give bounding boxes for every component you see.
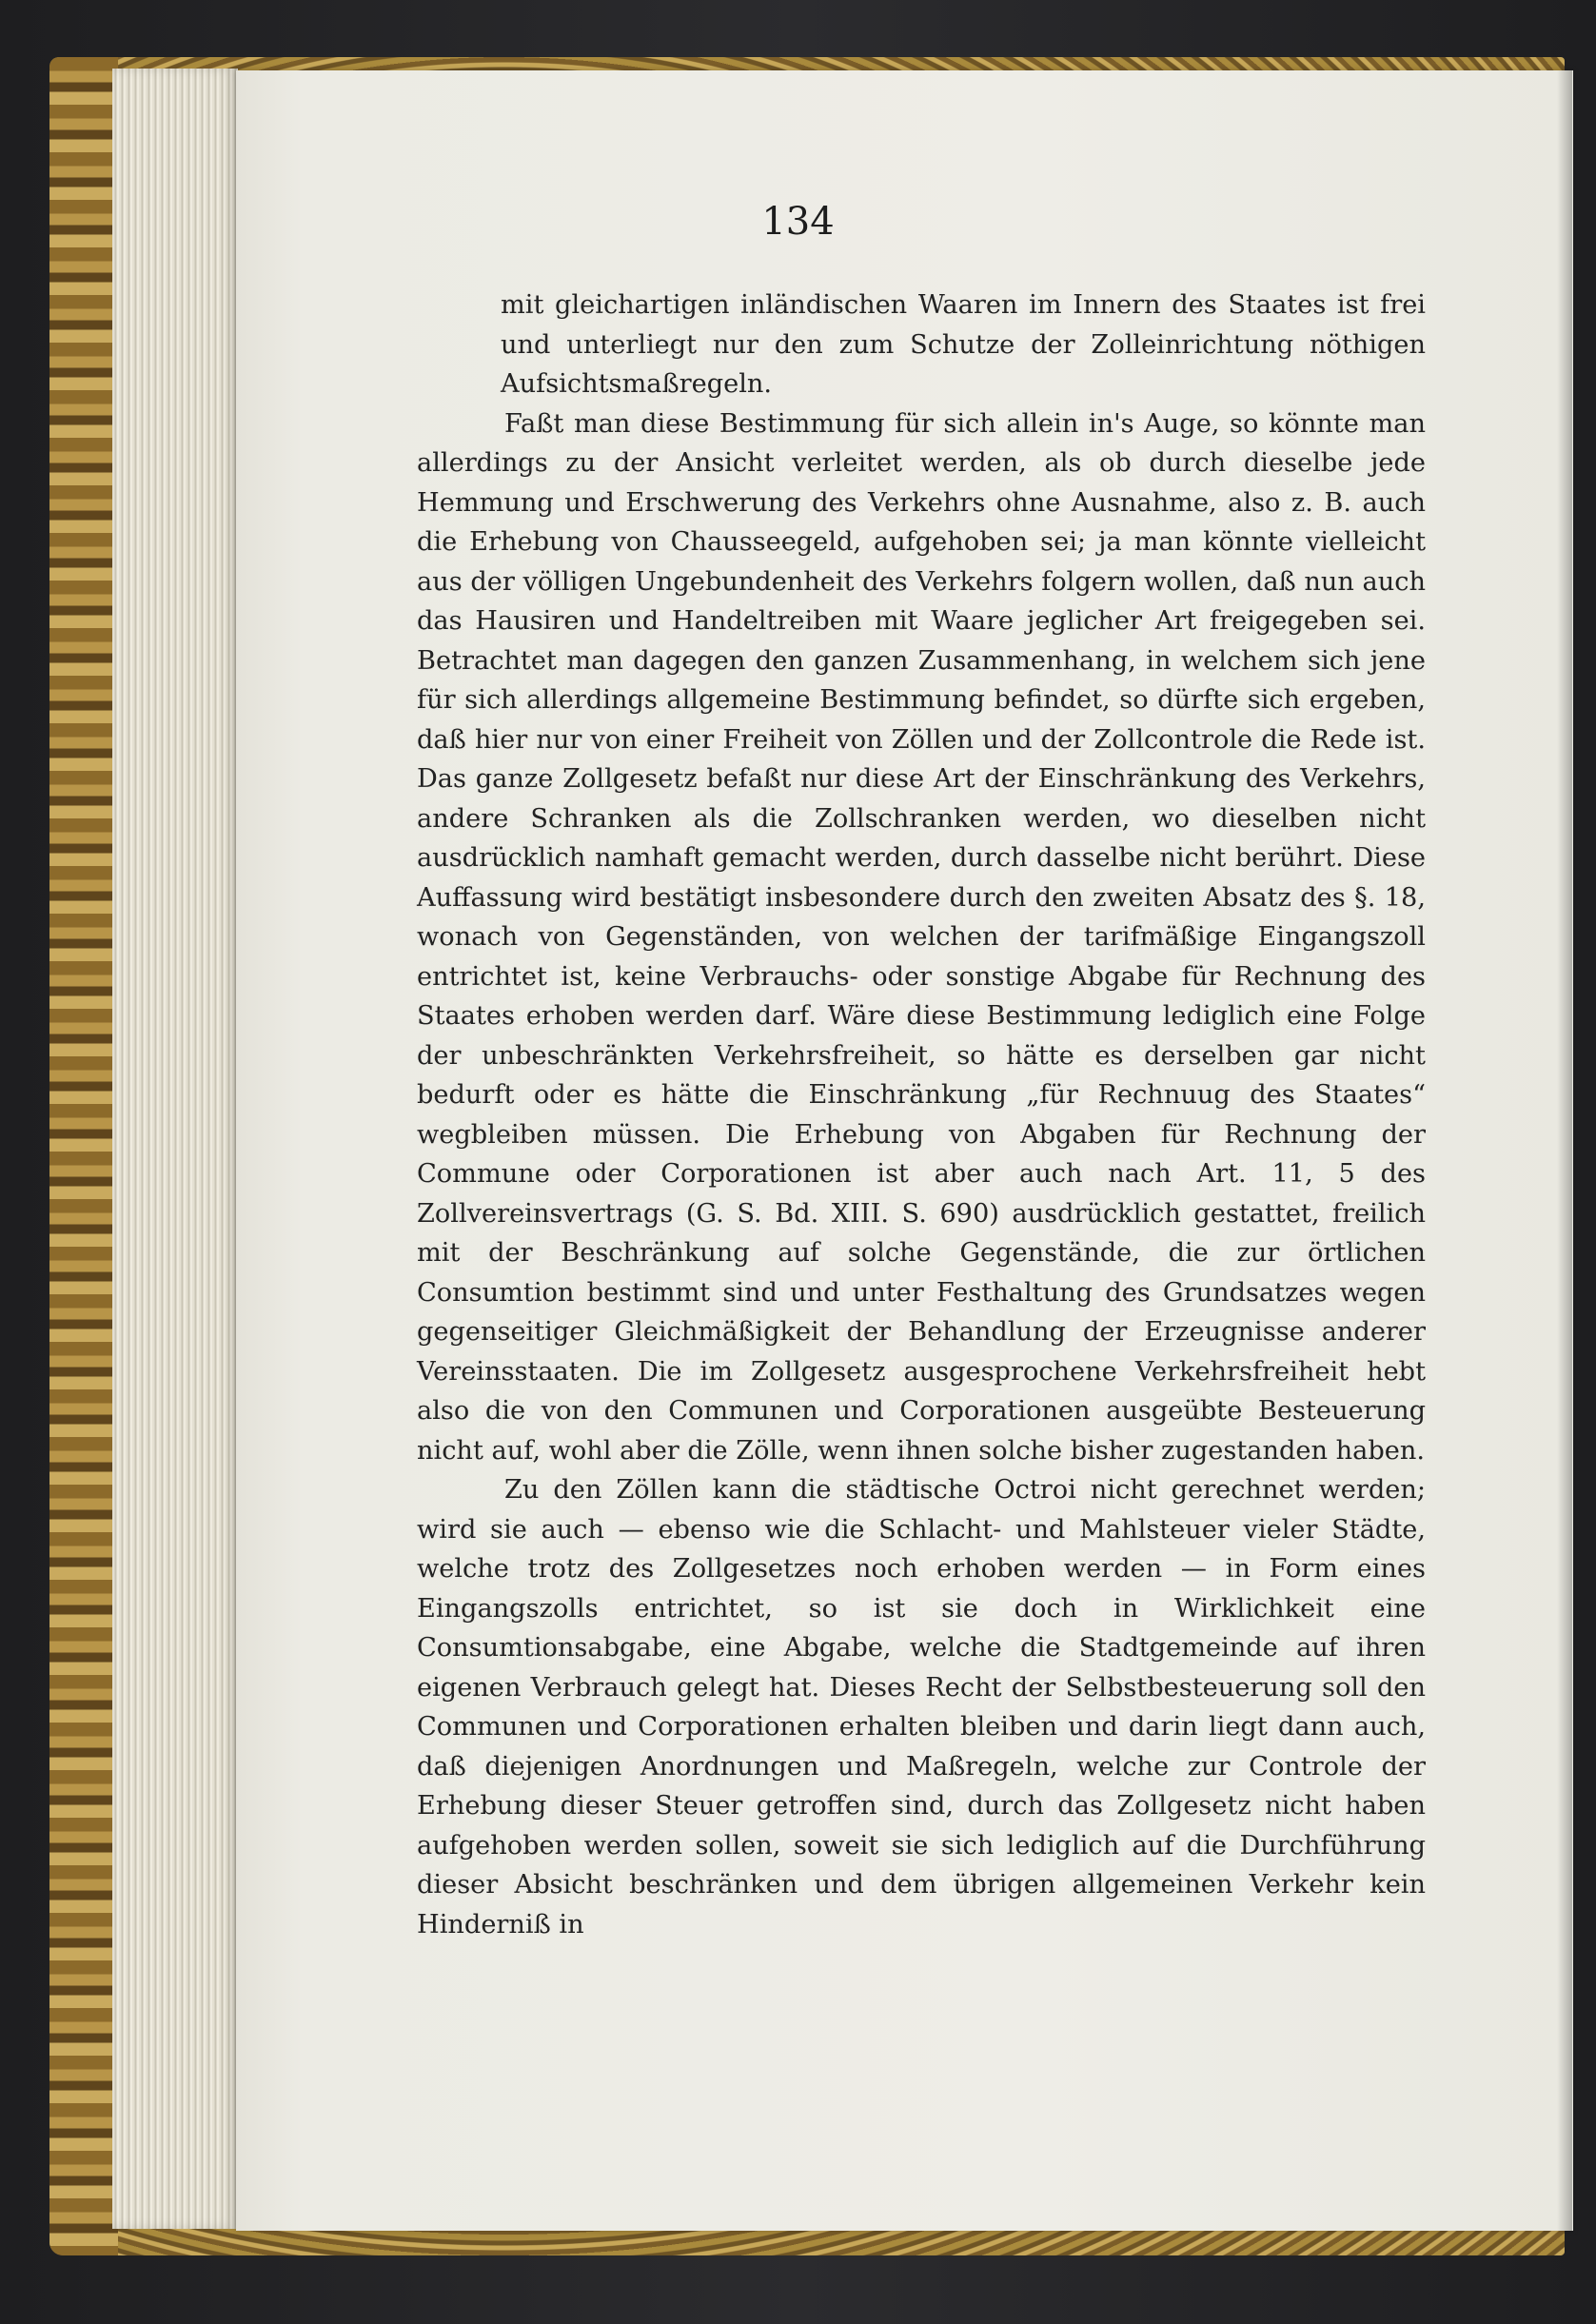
paragraph-1: mit gleichartigen inländischen Waaren im Innern des Staates ist frei und unterliegt nur den zum Schutze der Zolleinrichtung nöthigen Aufsichtsmaßregeln. — [501, 290, 1426, 399]
page-number: 134 — [761, 200, 835, 244]
paragraph-3: Zu den Zöllen kann die städtische Octroi nicht gerechnet werden; wird sie auch — ebenso wie die Schlacht- und Mahlsteuer vieler Städte, welche trotz des Zollgesetzes noch erhoben werden — in Form eines Eingangszolls entrichtet, so ist sie doch in Wirklichkeit eine Consumtionsabgabe, eine Abgabe, welche die Stadtgemeinde auf ihren eigenen Verbrauch gelegt hat. Dieses Recht der Selbstbesteuerung soll den Communen und Corporationen erhalten bleiben und darin liegt dann auch, daß diejenigen Anordnungen und Maßregeln, welche zur Controle der Erhebung dieser Steuer getroffen sind, durch das Zollgesetz nicht haben aufgehoben werden sollen, soweit sie sich lediglich auf die Durchführung dieser Absicht beschränken und dem übrigen allgemeinen Verkehr kein Hinderniß in — [417, 1475, 1426, 1940]
body-text — [417, 286, 1426, 1944]
book-spine-edge — [49, 57, 118, 2255]
page-gutter-shadow — [1557, 70, 1572, 2231]
paragraph-2: Faßt man diese Bestimmung für sich allein in's Auge, so könnte man allerdings zu der Ansicht verleitet werden, als ob durch dieselbe jede Hemmung und Erschwerung des Verkehrs ohne Ausnahme, also z. B. auch die Erhebung von Chausseegeld, aufgehoben sei; ja man könnte vielleicht aus der völligen Ungebundenheit des Verkehrs folgern wollen, daß nun auch das Hausiren und Handeltreiben mit Waare jeglicher Art freigegeben sei. Betrachtet man dagegen den ganzen Zusammenhang, in welchem sich jene für sich allerdings allgemeine Bestimmung befindet, so dürfte sich ergeben, daß hier nur von einer Freiheit von Zöllen und der Zollcontrole die Rede ist. Das ganze Zollgesetz befaßt nur diese Art der Einschränkung des Verkehrs, andere Schranken als die Zollschranken werden, wo dieselben nicht ausdrücklich namhaft gemacht werden, durch dasselbe nicht berührt. Diese Auffassung wird bestätigt insbesondere durch den zweiten Absatz des §. 18, wonach von Gegenständen, von welchen der tarifmäßige Eingangszoll entrichtet ist, keine Verbrauchs- oder sonstige Abgabe für Rechnung des Staates erhoben werden darf. Wäre diese Bestimmung lediglich eine Folge der unbeschränkten Verkehrsfreiheit, so hätte es derselben gar nicht bedurft oder es hätte die Einschränkung „für Rechnuug des Staates“ wegbleiben müssen. Die Erhebung von Abgaben für Rechnung der Commune oder Corporationen ist aber auch nach Art. 11, 5 des Zollvereinsvertrags (G. S. Bd. XIII. S. 690) ausdrücklich gestattet, freilich mit der Beschränkung auf solche Gegenstände, die zur örtlichen Consumtion bestimmt sind und unter Festhaltung des Grundsatzes wegen gegenseitiger Gleichmäßigkeit der Behandlung der Erzeugnisse anderer Vereinsstaaten. Die im Zollgesetz ausgesprochene Verkehrsfreiheit hebt also die von den Communen und Corporationen ausgeübte Besteuerung nicht auf, wohl aber die Zölle, wenn ihnen solche bisher zugestanden haben. — [417, 408, 1426, 1466]
page-stack-edge — [112, 69, 238, 2229]
